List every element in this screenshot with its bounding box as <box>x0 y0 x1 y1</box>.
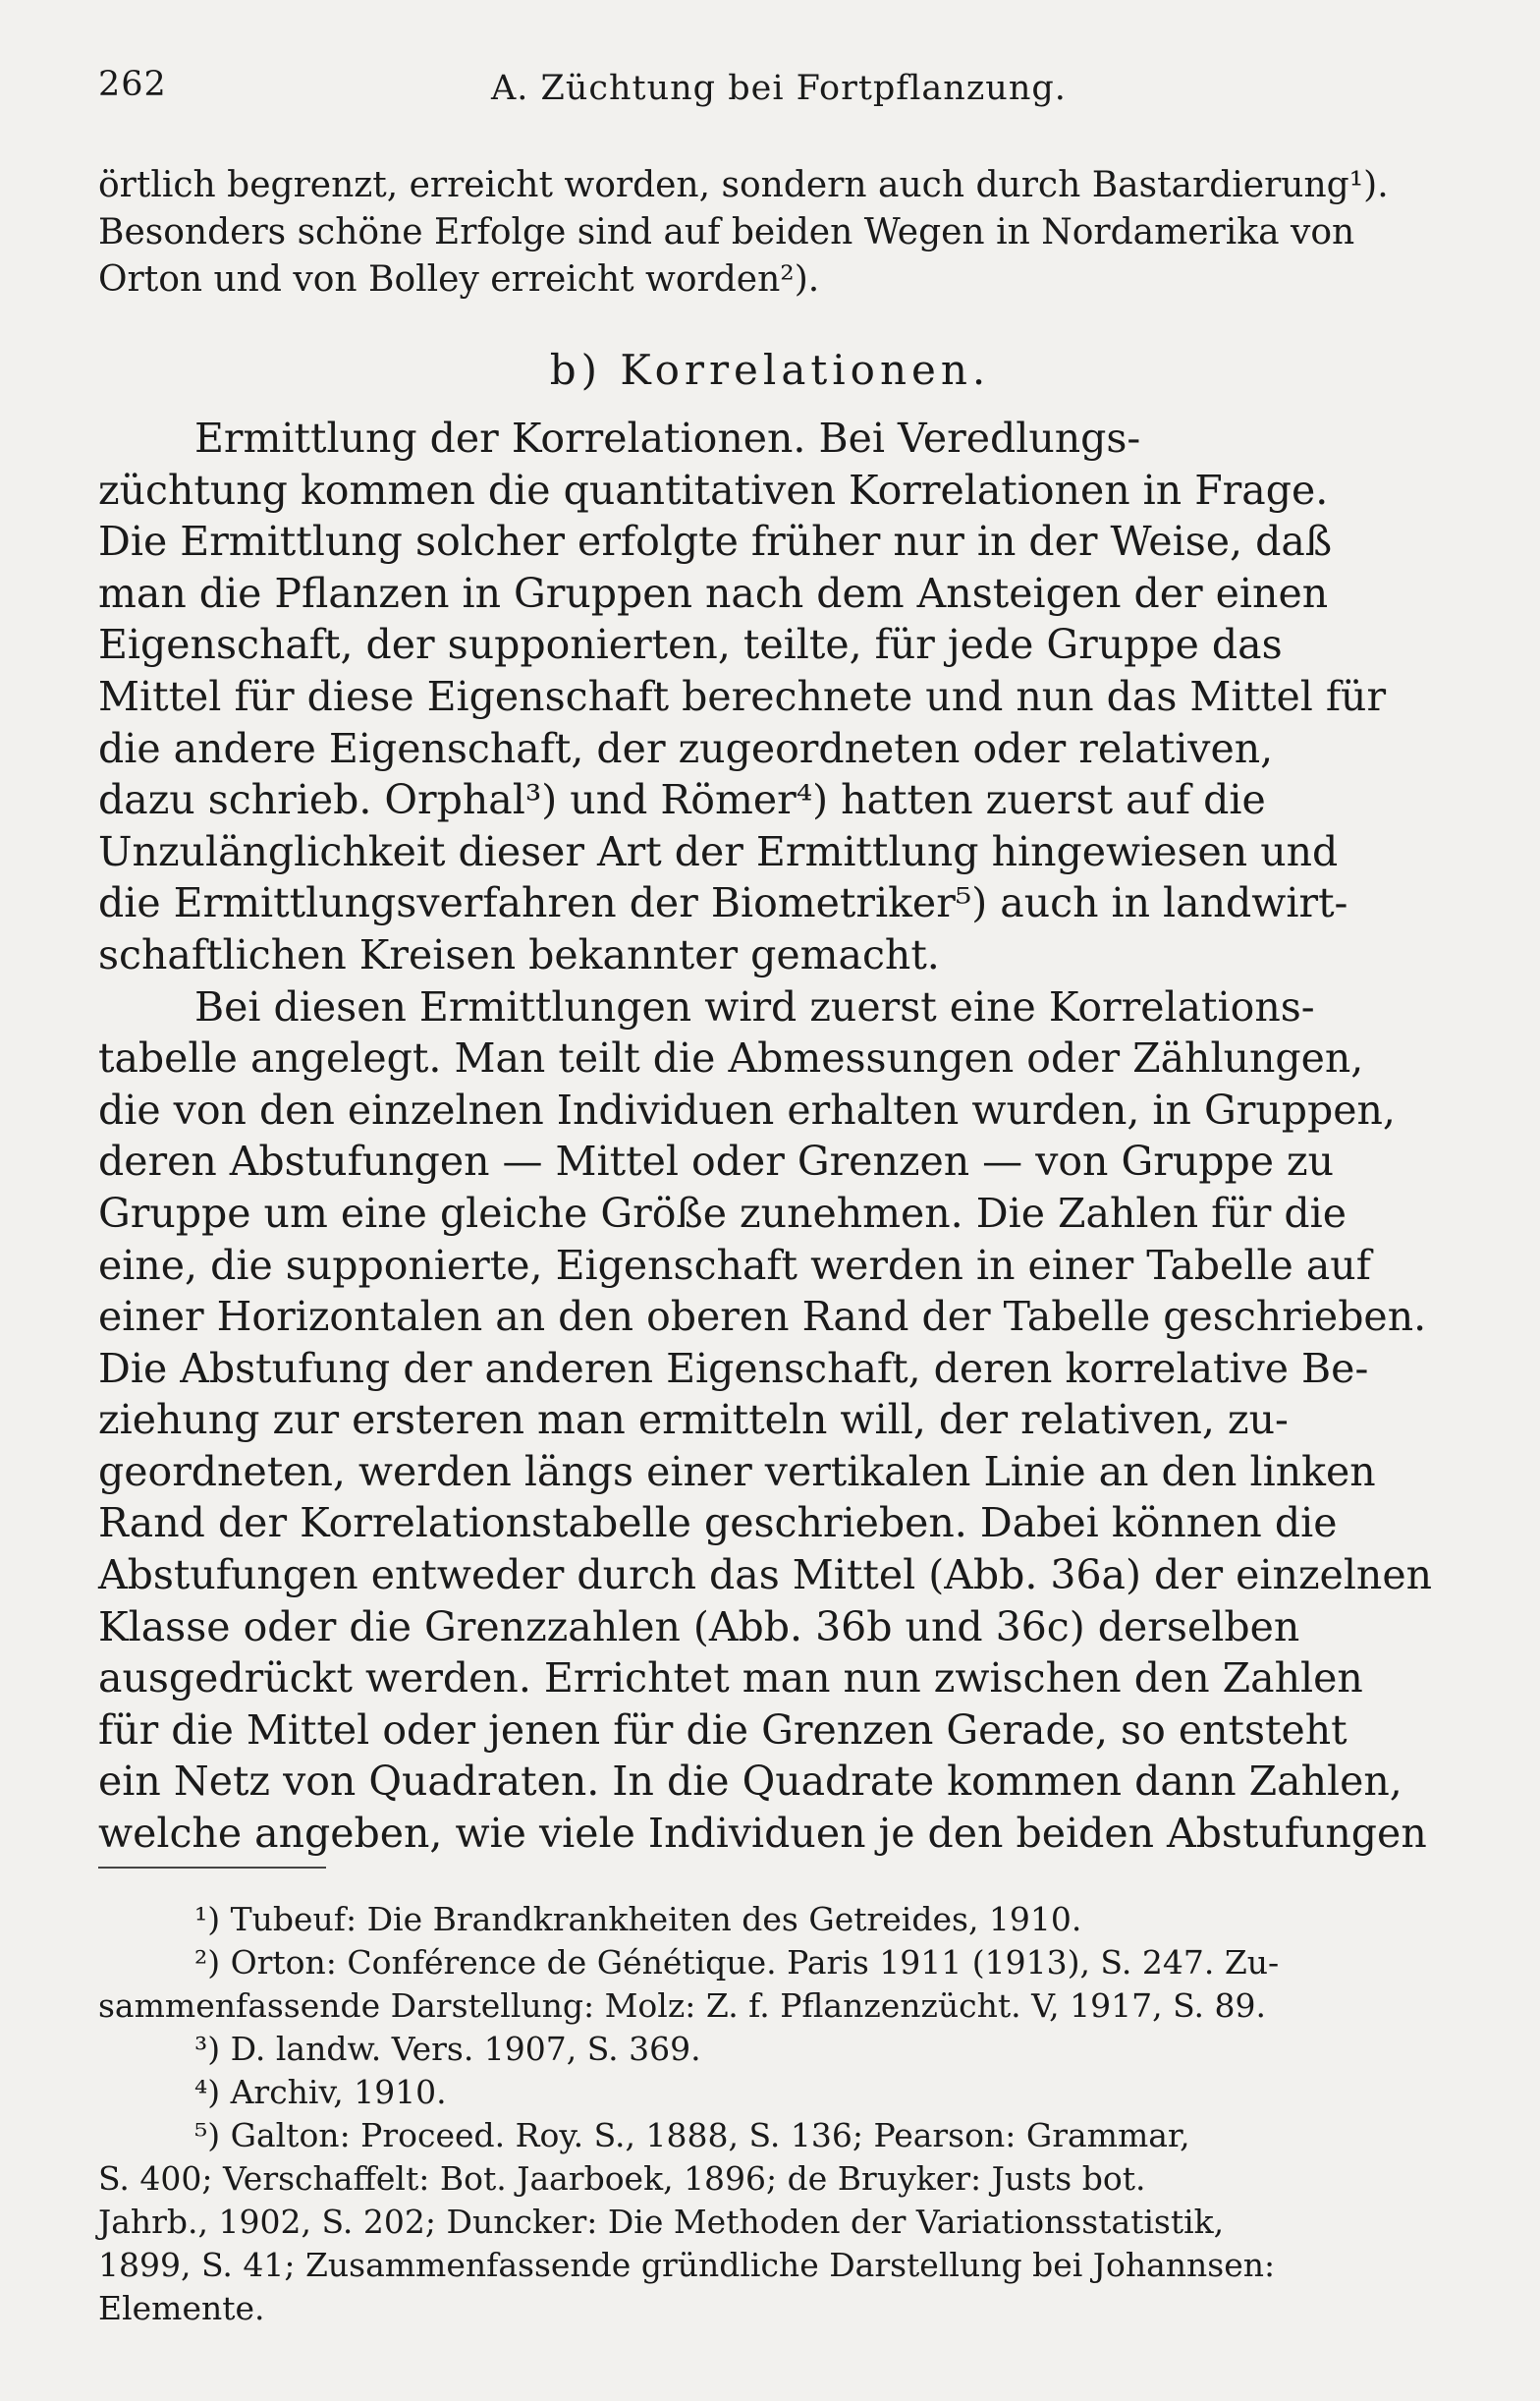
section-heading: b) Korrelationen. <box>549 346 991 394</box>
text-line: für die Mittel oder jenen für die Grenzen Gerade, so entsteht <box>98 1705 1348 1754</box>
page-number: 262 <box>98 65 167 104</box>
running-head: A. Züchtung bei Fortpflanzung. <box>491 69 1067 108</box>
footnote-line: Jahrb., 1902, S. 202; Duncker: Die Methoden der Variationsstatistik, <box>98 2203 1225 2241</box>
footnote-line: ⁴) Archiv, 1910. <box>194 2073 447 2111</box>
page-header <box>98 65 1473 114</box>
text-line: welche angeben, wie viele Individuen je den beiden Abstufungen <box>98 1810 1427 1858</box>
text-line: Klasse oder die Grenzzahlen (Abb. 36b und 36c) derselben <box>98 1602 1300 1650</box>
text-line: Orton und von Bolley erreicht worden²). <box>98 259 820 300</box>
text-line: einer Horizontalen an den oberen Rand der Tabelle geschrieben. <box>98 1293 1427 1341</box>
text-line: dazu schrieb. Orphal³) und Römer⁴) hatten zuerst auf die <box>98 776 1266 824</box>
footnote-divider <box>98 1867 326 1869</box>
text-line: Mittel für diese Eigenschaft berechnete und nun das Mittel für <box>98 672 1387 720</box>
footnote-line: S. 400; Verschaffelt: Bot. Jaarboek, 1896; de Bruyker: Justs bot. <box>98 2159 1146 2198</box>
text-line: Rand der Korrelationstabelle geschrieben. Dabei können die <box>98 1499 1338 1547</box>
intro-paragraph <box>98 162 1465 304</box>
text-line: eine, die supponierte, Eigenschaft werden in einer Tabelle auf <box>98 1241 1371 1289</box>
text-line: ausgedrückt werden. Errichtet man nun zwischen den Zahlen <box>98 1654 1363 1703</box>
footnote-line: ¹) Tubeuf: Die Brandkrankheiten des Getreides, 1910. <box>194 1900 1082 1938</box>
footnotes <box>98 1898 1465 2330</box>
footnote-line: Elemente. <box>98 2289 265 2327</box>
body-text <box>98 413 1465 1860</box>
text-line: deren Abstufungen — Mittel oder Grenzen — von Gruppe zu <box>98 1138 1335 1186</box>
text-line: Die Abstufung der anderen Eigenschaft, deren korrelative Be- <box>98 1344 1369 1392</box>
text-line: Gruppe um eine gleiche Größe zunehmen. Die Zahlen für die <box>98 1189 1348 1237</box>
text-line: Eigenschaft, der supponierten, teilte, für jede Gruppe das <box>98 621 1283 669</box>
text-line: die von den einzelnen Individuen erhalten wurden, in Gruppen, <box>98 1086 1396 1134</box>
footnote-line: ³) D. landw. Vers. 1907, S. 369. <box>194 2030 701 2068</box>
text-line: Bei diesen Ermittlungen wird zuerst eine Korrelations- <box>194 982 1315 1031</box>
text-line: ziehung zur ersteren man ermitteln will, der relativen, zu- <box>98 1396 1289 1444</box>
text-line: Ermittlung der Korrelationen. Bei Veredlungs- <box>194 415 1141 462</box>
text-line: Besonders schöne Erfolge sind auf beiden Wegen in Nordamerika von <box>98 212 1355 252</box>
text-line: die andere Eigenschaft, der zugeordneten oder relativen, <box>98 724 1274 772</box>
text-line: tabelle angelegt. Man teilt die Abmessungen oder Zählungen, <box>98 1034 1364 1083</box>
text-line: die Ermittlungsverfahren der Biometriker⁵) auch in landwirt- <box>98 879 1348 927</box>
footnote-line: ⁵) Galton: Proceed. Roy. S., 1888, S. 136; Pearson: Grammar, <box>194 2116 1190 2154</box>
footnote-line: ²) Orton: Conférence de Génétique. Paris 1911 (1913), S. 247. Zu- <box>194 1943 1280 1982</box>
text-line: züchtung kommen die quantitativen Korrelationen in Frage. <box>98 466 1329 514</box>
footnote-line: sammenfassende Darstellung: Molz: Z. f. Pflanzenzücht. V, 1917, S. 89. <box>98 1986 1267 2025</box>
text-line: schaftlichen Kreisen bekannter gemacht. <box>98 930 940 978</box>
text-line: man die Pflanzen in Gruppen nach dem Ansteigen der einen <box>98 569 1329 617</box>
footnote-line: 1899, S. 41; Zusammenfassende gründliche Darstellung bei Johannsen: <box>98 2246 1276 2284</box>
text-line: geordneten, werden längs einer vertikalen Linie an den linken <box>98 1447 1376 1495</box>
text-line: ein Netz von Quadraten. In die Quadrate kommen dann Zahlen, <box>98 1758 1402 1806</box>
text-line: Abstufungen entweder durch das Mittel (Abb. 36a) der einzelnen <box>98 1551 1433 1599</box>
text-line: Die Ermittlung solcher erfolgte früher nur in der Weise, daß <box>98 518 1333 566</box>
text-line: Unzulänglichkeit dieser Art der Ermittlung hingewiesen und <box>98 827 1339 875</box>
text-line: örtlich begrenzt, erreicht worden, sondern auch durch Bastardierung¹). <box>98 165 1389 205</box>
